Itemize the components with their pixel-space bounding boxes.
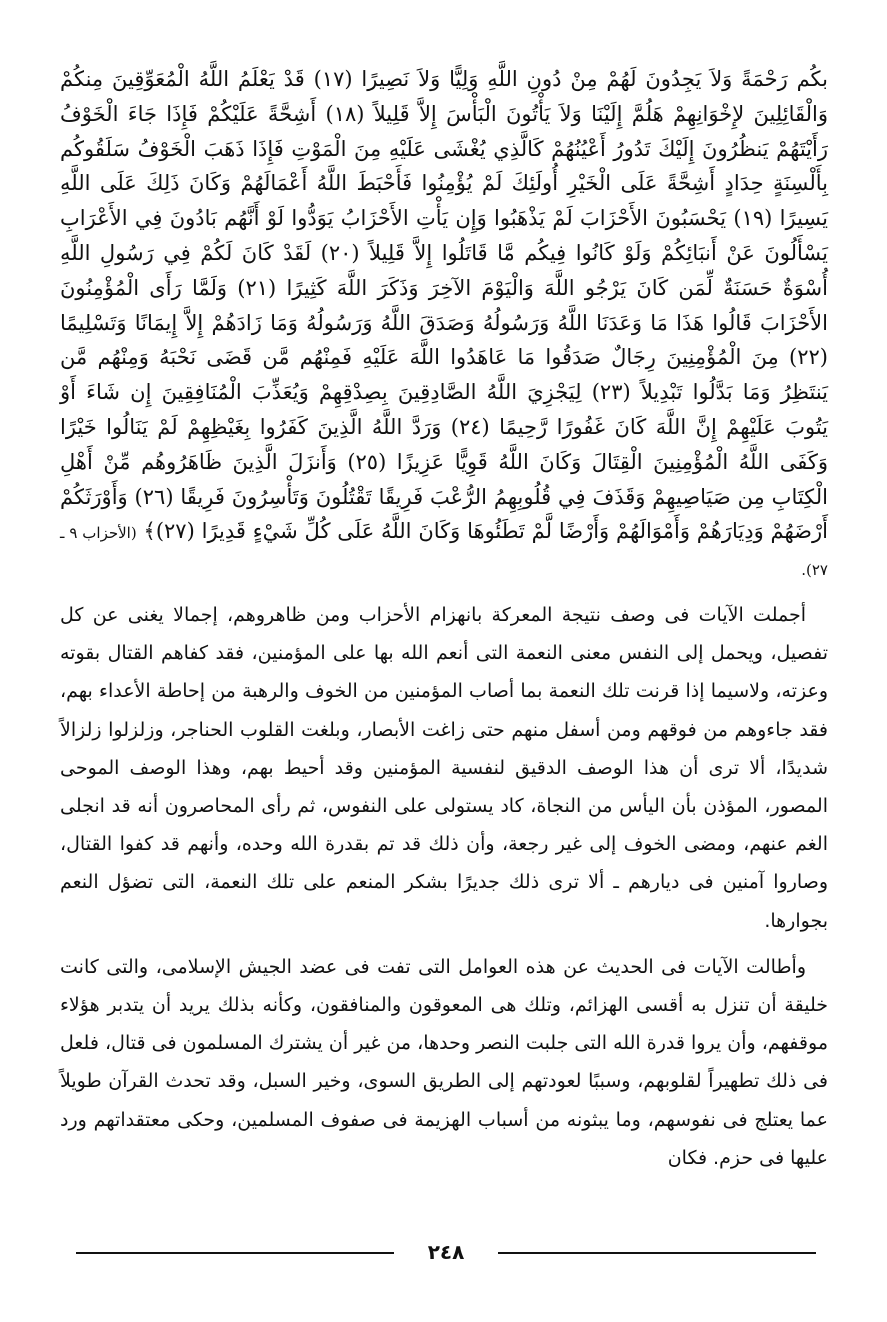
commentary-paragraph-1: أجملت الآيات فى وصف نتيجة المعركة بانهزام الأحزاب ومن ظاهروهم، إجمالا يغنى عن كل تفصيل، ويحمل إلى النفس معنى النعمة التى أنعم الله بها على المؤمنين، فقد كفاهم القتال بقوته وعزته، ولاسيما إذا قرنت تلك النعمة بما أصاب المؤمنين من الخوف والرهبة من إحاطة الأعداء بهم، فقد جاءوهم من فوقهم ومن أسفل منهم حتى زاغت الأبصار، وبلغت القلوب الحناجر، وزلزلوا زلزالاً شديدًا، ألا ترى أن هذا الوصف الدقيق لنفسية المؤمنين وقد أحيط بهم، وهذا الوصف الموحى المصور، المؤذن بأن اليأس من النجاة، كاد يستولى على النفوس، ثم رأى المحاصرون أنه قد انجلى الغم عنهم، ومضى الخوف إلى غير رجعة، وأن ذلك قد تم بقدرة الله وحده، وأنهم قد كفوا القتال، وصاروا آمنين فى ديارهم ـ ألا ترى ذلك جديرًا بشكر المنعم على تلك النعمة، التى تضؤل النعم بجوارها. <box>60 603 828 932</box>
footer-rule-right <box>498 1252 816 1254</box>
page-footer <box>76 1240 816 1264</box>
page-body <box>60 62 828 1177</box>
verse-reference: (الأحزاب ٩ ـ ٢٧). <box>60 524 828 580</box>
commentary-paragraph-2: وأطالت الآيات فى الحديث عن هذه العوامل التى تفت فى عضد الجيش الإسلامى، والتى كانت خليقة أن تنزل به أقسى الهزائم، وتلك هى المعوقون والمنافقون، وكأنه بذلك يريد أن يتدبر هؤلاء موقفهم، وأن يروا قدرة الله التى جلبت النصر وحدها، من غير أن يشترك المسلمون فى قتال، فلعل فى ذلك تطهيراً لقلوبهم، وسببًا لعودتهم إلى الطريق السوى، وخير السبل، وقد تحدث القرآن طويلاً عما يعتلج فى نفوسهم، وما يبثونه من أسباب الهزيمة فى صفوف المسلمين، وحكى معتقداتهم ورد عليها فى حزم. فكان <box>60 955 828 1169</box>
quran-verses-block <box>60 62 828 588</box>
quran-verses-text: بكُم رَحْمَةً وَلاَ يَجِدُونَ لَهُمْ مِنْ دُونِ اللَّهِ وَلِيًّا وَلاَ نَصِيرًا (١٧) قَدْ يَعْلَمُ اللَّهُ الْمُعَوِّقِينَ مِنكُمْ وَالْقَائِلِينَ لإِخْوَانِهِمْ هَلُمَّ إِلَيْنَا وَلاَ يَأْتُونَ الْبَأْسَ إِلاَّ قَلِيلاً (١٨) أَشِحَّةً عَلَيْكُمْ فَإِذَا جَاءَ الْخَوْفُ رَأَيْتَهُمْ يَنظُرُونَ إِلَيْكَ تَدُورُ أَعْيُنُهُمْ كَالَّذِي يُغْشَى عَلَيْهِ مِنَ الْمَوْتِ فَإِذَا ذَهَبَ الْخَوْفُ سَلَقُوكُم بِأَلْسِنَةٍ حِدَادٍ أَشِحَّةً عَلَى الْخَيْرِ أُولَئِكَ لَمْ يُؤْمِنُوا فَأَحْبَطَ اللَّهُ أَعْمَالَهُمْ وَكَانَ ذَلِكَ عَلَى اللَّهِ يَسِيرًا (١٩) يَحْسَبُونَ الأَحْزَابَ لَمْ يَذْهَبُوا وَإِن يَأْتِ الأَحْزَابُ يَوَدُّوا لَوْ أَنَّهُم بَادُونَ فِي الأَعْرَابِ يَسْأَلُونَ عَنْ أَنبَائِكُمْ وَلَوْ كَانُوا فِيكُم مَّا قَاتَلُوا إِلاَّ قَلِيلاً (٢٠) لَقَدْ كَانَ لَكُمْ فِي رَسُولِ اللَّهِ أُسْوَةٌ حَسَنَةٌ لِّمَن كَانَ يَرْجُو اللَّهَ وَالْيَوْمَ الآخِرَ وَذَكَرَ اللَّهَ كَثِيرًا (٢١) وَلَمَّا رَأَى الْمُؤْمِنُونَ الأَحْزَابَ قَالُوا هَذَا مَا وَعَدَنَا اللَّهُ وَرَسُولُهُ وَصَدَقَ اللَّهُ وَرَسُولُهُ وَمَا زَادَهُمْ إِلاَّ إِيمَانًا وَتَسْلِيمًا (٢٢) مِنَ الْمُؤْمِنِينَ رِجَالٌ صَدَقُوا مَا عَاهَدُوا اللَّهَ عَلَيْهِ فَمِنْهُم مَّن قَضَى نَحْبَهُ وَمِنْهُم مَّن يَنتَظِرُ وَمَا بَدَّلُوا تَبْدِيلاً (٢٣) لِيَجْزِيَ اللَّهُ الصَّادِقِينَ بِصِدْقِهِمْ وَيُعَذِّبَ الْمُنَافِقِينَ إِن شَاءَ أَوْ يَتُوبَ عَلَيْهِمْ إِنَّ اللَّهَ كَانَ غَفُورًا رَّحِيمًا (٢٤) وَرَدَّ اللَّهُ الَّذِينَ كَفَرُوا بِغَيْظِهِمْ لَمْ يَنَالُوا خَيْرًا وَكَفَى اللَّهُ الْمُؤْمِنِينَ الْقِتَالَ وَكَانَ اللَّهُ قَوِيًّا عَزِيزًا (٢٥) وَأَنزَلَ الَّذِينَ ظَاهَرُوهُم مِّنْ أَهْلِ الْكِتَابِ مِن صَيَاصِيهِمْ وَقَذَفَ فِي قُلُوبِهِمُ الرُّعْبَ فَرِيقًا تَقْتُلُونَ وَتَأْسِرُونَ فَرِيقًا (٢٦) وَأَوْرَثَكُمْ أَرْضَهُمْ وَدِيَارَهُمْ وَأَمْوَالَهُمْ وَأَرْضًا لَّمْ تَطَئُوهَا وَكَانَ اللَّهُ عَلَى كُلِّ شَيْءٍ قَدِيرًا (٢٧)﴾ <box>60 67 829 544</box>
page-number: ٢٤٨ <box>427 1240 465 1264</box>
